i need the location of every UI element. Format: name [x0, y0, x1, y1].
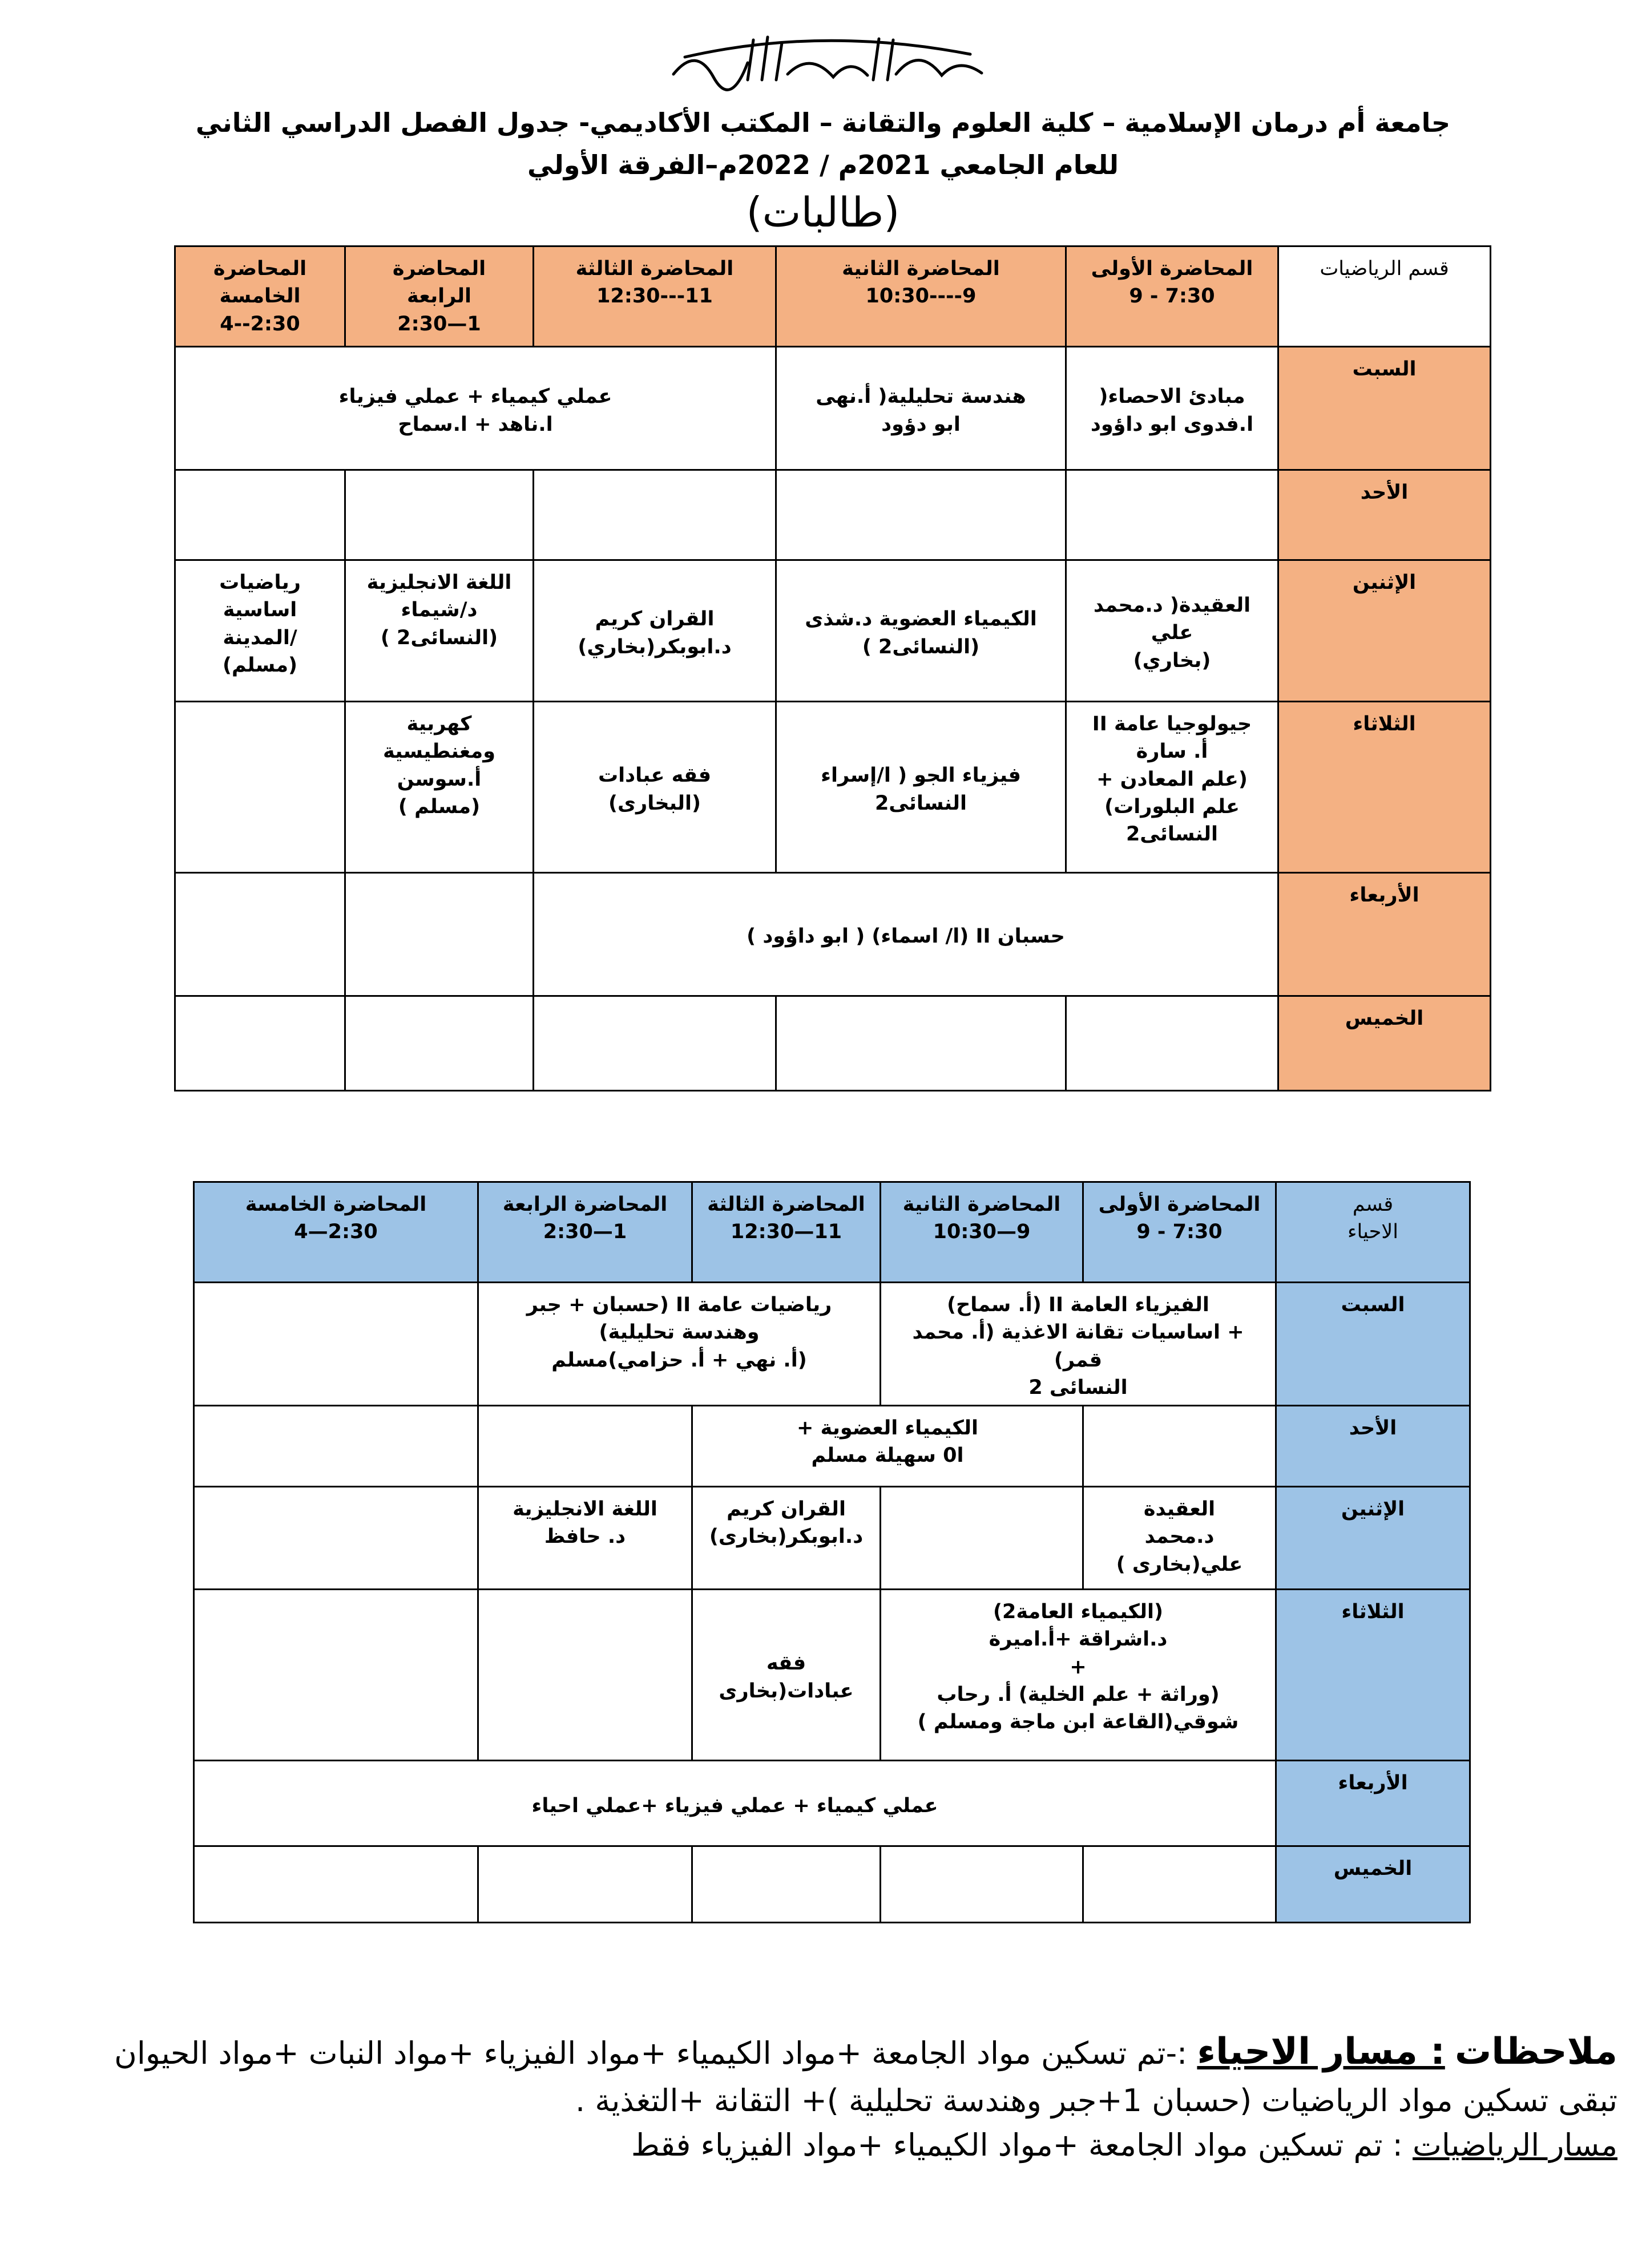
- notes-line-2: تبقى تسكين مواد الرياضيات (حسبان 1+جبر وهندسة تحليلية )+ التقانة +التغذية .: [575, 2082, 1617, 2119]
- day-sunday: الأحد: [1278, 470, 1491, 560]
- period-1-header: المحاضرة الأولى 7:30 - 9: [1083, 1182, 1276, 1283]
- header-line-3: (طالبات): [746, 188, 900, 236]
- table-row: [175, 470, 1491, 560]
- table-row: [175, 873, 1491, 996]
- period-3-header: المحاضرة الثالثة 11---12:30: [534, 246, 776, 347]
- cell-tue-p12: (الكيمياء العامة2) د.اشراقة +أ.اميرة + (وراثة + علم الخلية) أ. رحاب شوقي(القاعة ابن ماجة ومسلم ): [881, 1590, 1276, 1761]
- cell-mon-p3: القران كريم د.ابوبكر(بخارى): [692, 1487, 881, 1590]
- header-line-2: للعام الجامعي 2021م / 2022م–الفرقة الأولي: [527, 149, 1119, 180]
- day-sunday: الأحد: [1276, 1406, 1470, 1487]
- period-5-header: المحاضرة الخامسة 2:30—4: [194, 1182, 478, 1283]
- table-row: [194, 1761, 1470, 1846]
- cell-mon-p2: الكيمياء العضوية د.شذى (النسائى2 ): [776, 560, 1066, 702]
- cell-tue-p4: كهربية ومغنطيسية أ.سوسن (مسلم ): [345, 702, 534, 873]
- notes-section: [25, 2026, 1617, 2168]
- table-header-row: [175, 246, 1491, 347]
- day-thursday: الخميس: [1276, 1846, 1470, 1923]
- day-tuesday: الثلاثاء: [1278, 702, 1491, 873]
- table-row: [194, 1283, 1470, 1406]
- period-4-header: المحاضرة الرابعة 1—2:30: [478, 1182, 692, 1283]
- cell-tue-p2: فيزياء الجو ( ا/إسراء النسائى2: [776, 702, 1066, 873]
- cell-mon-p3: القران كريم د.ابوبكر(بخاري): [534, 560, 776, 702]
- basmala-calligraphy: [662, 23, 993, 91]
- table-row: [175, 347, 1491, 470]
- header-line-1: جامعة أم درمان الإسلامية – كلية العلوم والتقانة – المكتب الأكاديمي- جدول الفصل الدراسي الثاني: [195, 107, 1451, 138]
- notes-line-3: [25, 2123, 1617, 2168]
- period-2-header: المحاضرة الثانية 9----10:30: [776, 246, 1066, 347]
- notes-line-1: [25, 2026, 1617, 2079]
- day-tuesday: الثلاثاء: [1276, 1590, 1470, 1761]
- day-monday: الإثنين: [1276, 1487, 1470, 1590]
- notes-label: ملاحظات: [1454, 2031, 1617, 2073]
- day-saturday: السبت: [1278, 347, 1491, 470]
- cell-sat-p34: رياضيات عامة II (حسبان + جبر وهندسة تحليلية) (أ. نهي + أ. حزامي)مسلم: [478, 1283, 881, 1406]
- period-1-header: المحاضرة الأولى 7:30 - 9: [1066, 246, 1278, 347]
- cell-mon-p4: اللغة الانجليزية د. حافظ: [478, 1487, 692, 1590]
- notes-bio-path: : مسار الاحياء: [1197, 2031, 1445, 2073]
- day-wednesday: الأربعاء: [1278, 873, 1491, 996]
- table-row: [194, 1846, 1470, 1923]
- cell-tue-p1: جيولوجيا عامة II أ. سارة (علم المعادن + علم البلورات) النسائى2: [1066, 702, 1278, 873]
- table-row: [175, 996, 1491, 1091]
- table-row: [194, 1487, 1470, 1590]
- notes-bio-text: :-تم تسكين مواد الجامعة +مواد الكيمياء +مواد الفيزياء +مواد النبات +مواد الحيوان: [114, 2035, 1188, 2071]
- day-monday: الإثنين: [1278, 560, 1491, 702]
- cell-mon-p4: اللغة الانجليزية د/شيماء (النسائى2 ): [345, 560, 534, 702]
- period-4-header: المحاضرة الرابعة 1—2:30: [345, 246, 534, 347]
- table-header-row: [194, 1182, 1470, 1283]
- dept-cell: قسم الرياضيات: [1278, 246, 1491, 347]
- period-3-header: المحاضرة الثالثة 11—12:30: [692, 1182, 881, 1283]
- table-row: [194, 1406, 1470, 1487]
- cell-sat-p12: الفيزياء العامة II (أ. سماح) + اساسيات تقانة الاغذية (أ. محمد قمر) النسائى 2: [881, 1283, 1276, 1406]
- cell-sat-p345: عملي كيمياء + عملي فيزياء ا.ناهد + ا.سماح: [175, 347, 776, 470]
- notes-math-path: مسار الرياضيات: [1413, 2127, 1617, 2164]
- cell-tue-p3: فقه عبادات (البخارى): [534, 702, 776, 873]
- notes-math-text: : تم تسكين مواد الجامعة +مواد الكيمياء +مواد الفيزياء فقط: [631, 2127, 1403, 2164]
- cell-mon-p1: العقيدة د.محمد علي(بخارى ): [1083, 1487, 1276, 1590]
- table-row: [194, 1590, 1470, 1761]
- day-saturday: السبت: [1276, 1283, 1470, 1406]
- cell-sun-p23: الكيمياء العضوية + ا0 سهيلة مسلم: [692, 1406, 1083, 1487]
- biology-schedule-table: [193, 1181, 1471, 1923]
- dept-cell: قسم الاحياء: [1276, 1182, 1470, 1283]
- period-2-header: المحاضرة الثانية 9—10:30: [881, 1182, 1083, 1283]
- period-5-header: المحاضرة الخامسة 2:30--4: [175, 246, 345, 347]
- day-thursday: الخميس: [1278, 996, 1491, 1091]
- cell-wed-all: عملي كيمياء + عملي فيزياء +عملي احياء: [194, 1761, 1276, 1846]
- math-schedule-table: [174, 245, 1491, 1091]
- table-row: [175, 702, 1491, 873]
- cell-sat-p1: مبادئ الاحصاء( ا.فدوى ابو داؤود: [1066, 347, 1278, 470]
- cell-sat-p2: هندسة تحليلية( أ.نهى ابو دؤود: [776, 347, 1066, 470]
- cell-mon-p1: العقيدة( د.محمد علي (بخاري): [1066, 560, 1278, 702]
- table-row: [175, 560, 1491, 702]
- cell-wed-p123: حسبان II (ا/ اسماء) ( ابو داؤود ): [534, 873, 1278, 996]
- cell-mon-p5: رياضيات اساسية /المدينة (مسلم): [175, 560, 345, 702]
- cell-tue-p3: فقه عبادات(بخارى: [692, 1590, 881, 1761]
- day-wednesday: الأربعاء: [1276, 1761, 1470, 1846]
